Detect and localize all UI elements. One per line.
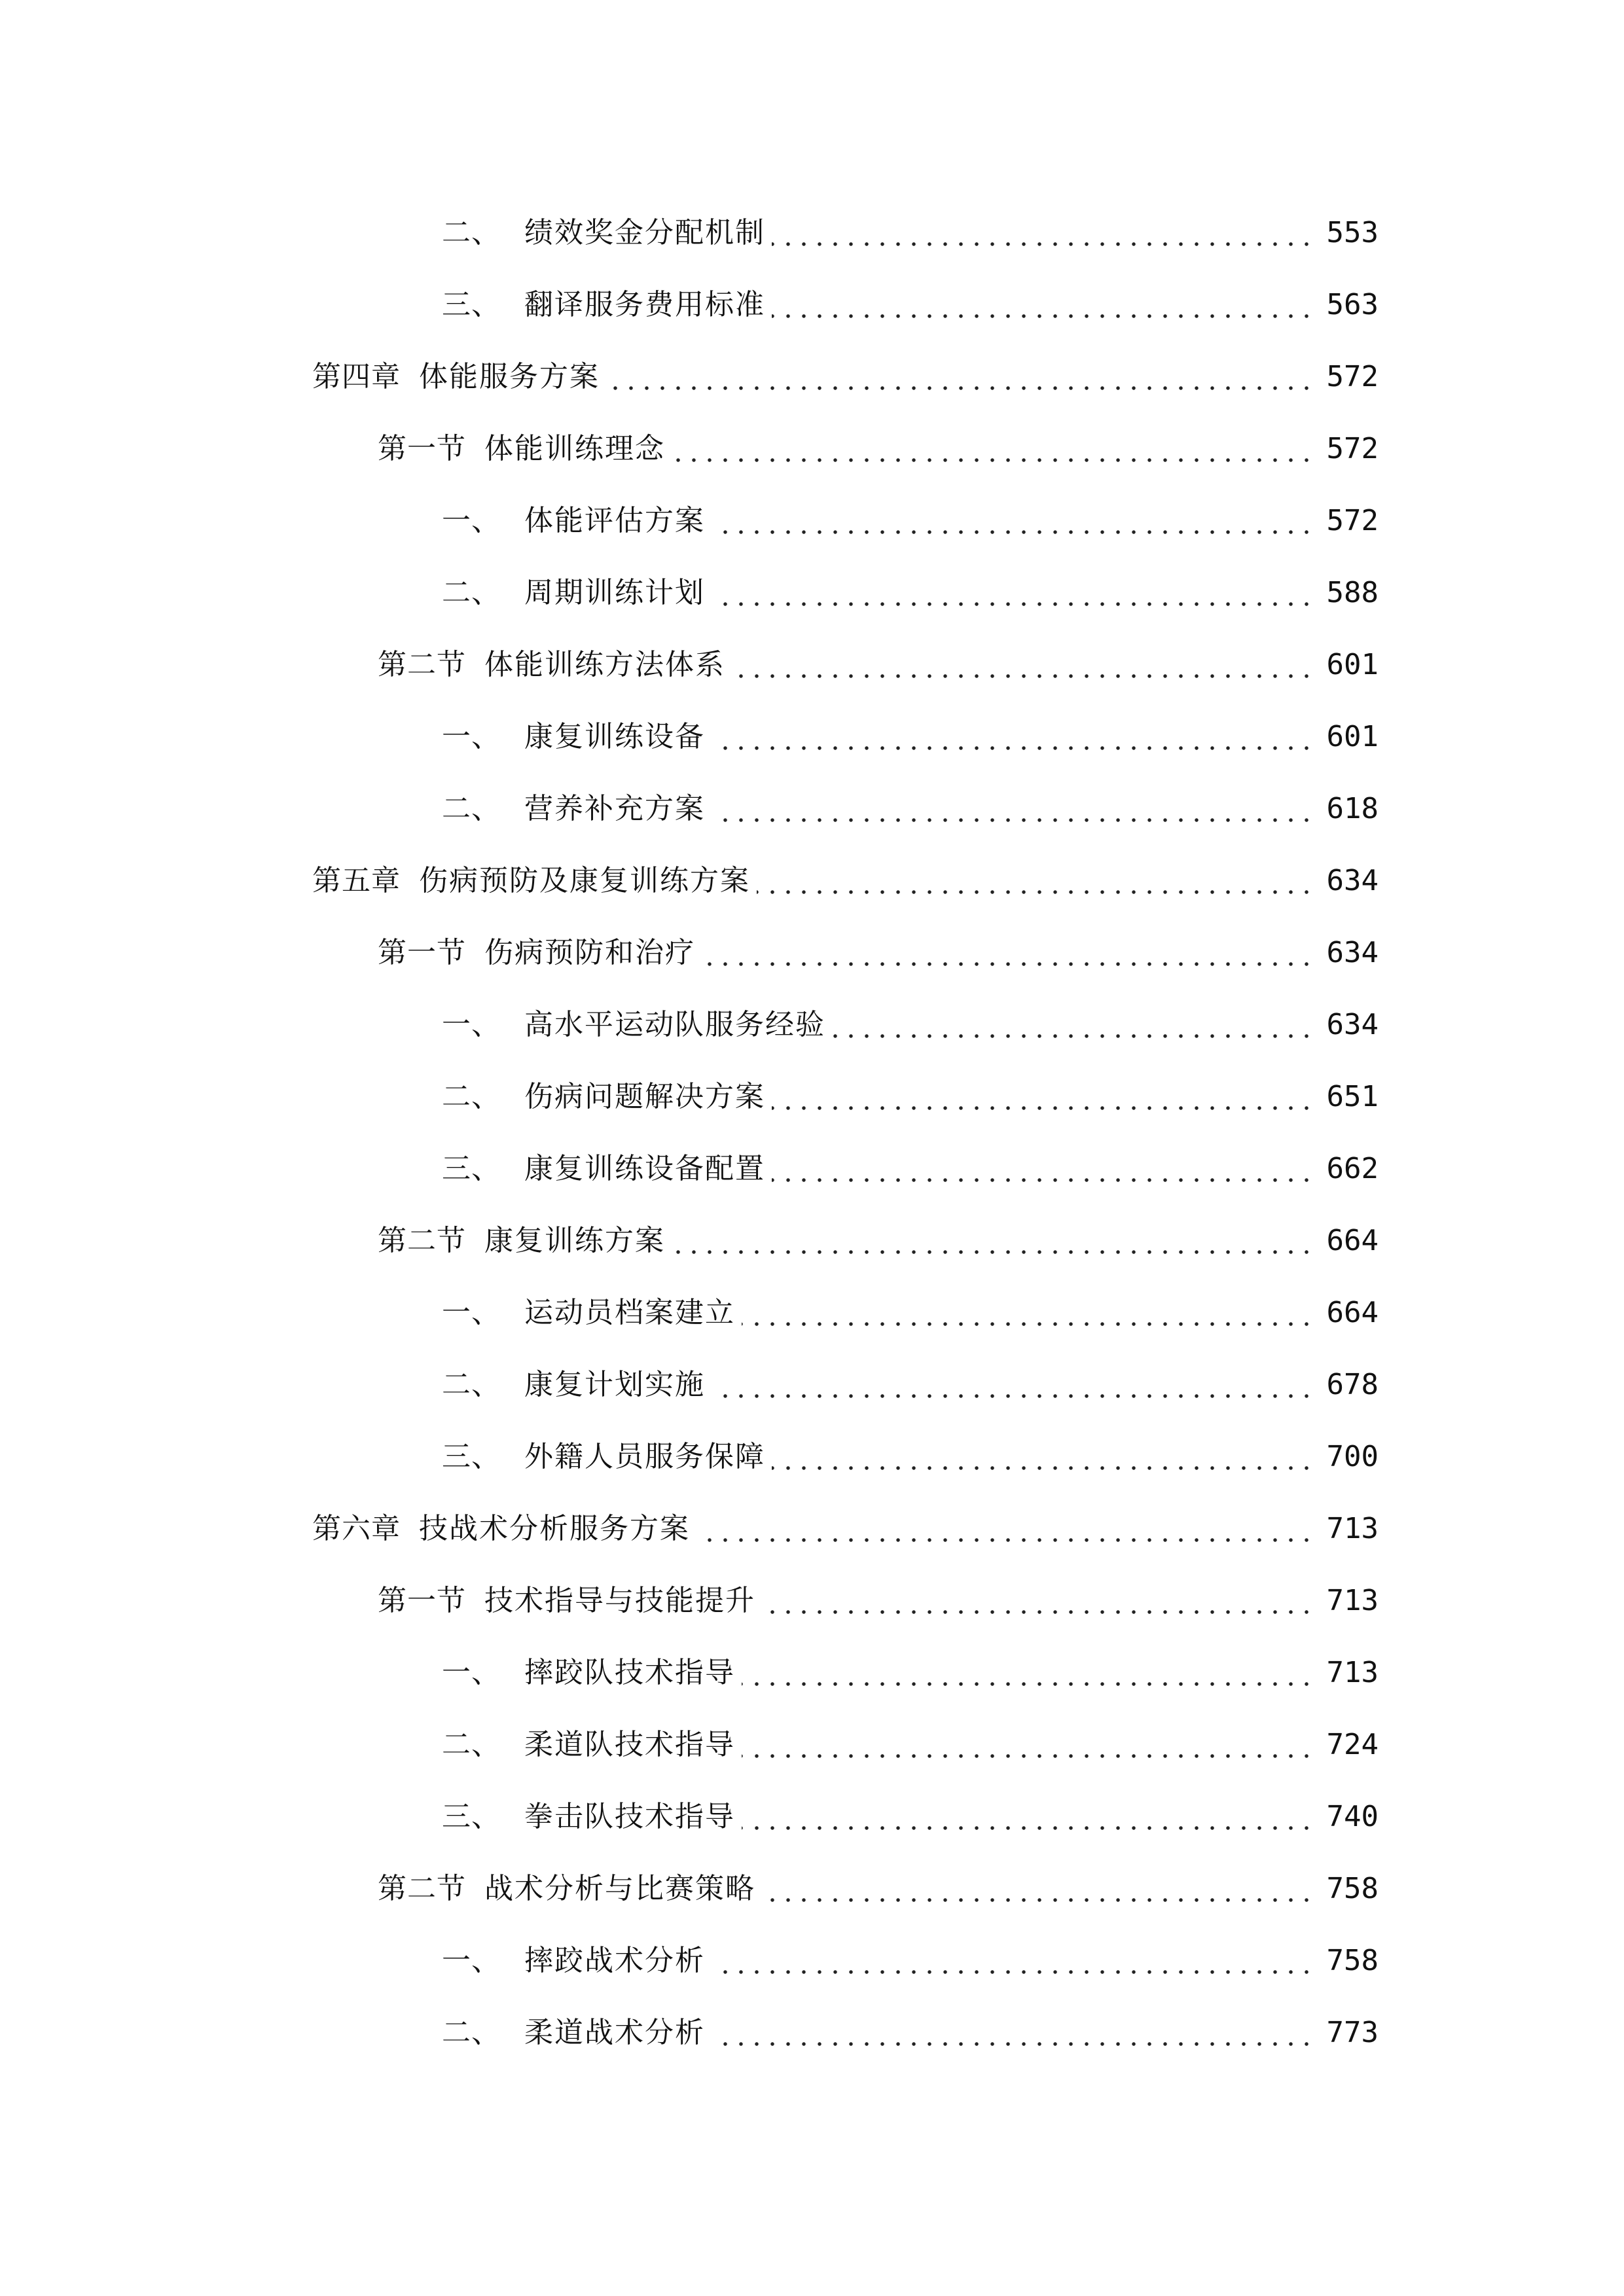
toc-entry[interactable] [442,202,1379,254]
toc-entry-number: 一、 [442,1656,501,1689]
toc-entry-page-number: 740 [1326,1800,1379,1833]
toc-entry-title: 战术分析与比赛策略 [484,1872,755,1905]
toc-entry-title: 高水平运动队服务经验 [524,1008,825,1041]
toc-entry-number: 二、 [442,1368,501,1401]
toc-entry[interactable] [442,1138,1379,1190]
toc-entry-page-number: 773 [1326,2016,1379,2049]
dot-leader [606,385,1314,391]
dot-leader [772,241,1314,247]
dot-leader [712,1393,1314,1399]
toc-entry-page-number: 634 [1326,936,1379,969]
toc-entry-page-number: 662 [1326,1152,1379,1185]
toc-entry-title: 外籍人员服务保障 [524,1440,765,1473]
toc-chapter-entry[interactable] [312,1498,1379,1550]
toc-section-entry[interactable] [378,1857,1379,1910]
toc-entry-page-number: 553 [1326,216,1379,249]
dot-leader [712,1969,1314,1975]
toc-entry[interactable] [442,994,1379,1046]
toc-entry-number: 三、 [442,1440,501,1473]
toc-entry-title: 康复计划实施 [524,1368,705,1401]
toc-entry[interactable] [442,562,1379,614]
toc-section-label: 第一节 [378,432,466,465]
toc-entry-number: 三、 [442,1152,501,1185]
toc-section-entry[interactable] [378,1210,1379,1262]
toc-entry-title: 摔跤队技术指导 [524,1656,735,1689]
dot-leader [712,817,1314,823]
dot-leader [712,2041,1314,2047]
dot-leader [712,529,1314,535]
toc-entry-title: 绩效奖金分配机制 [524,216,765,249]
toc-entry[interactable] [442,1713,1379,1766]
toc-entry-title: 伤病预防和治疗 [484,936,695,969]
dot-leader [732,673,1314,679]
dot-leader [696,1537,1314,1543]
dot-leader [762,1897,1314,1903]
toc-entry[interactable] [442,1785,1379,1838]
toc-entry-page-number: 618 [1326,792,1379,825]
dot-leader [702,961,1314,967]
toc-entry-title: 柔道战术分析 [524,2016,705,2049]
toc-entry-title: 康复训练设备配置 [524,1152,765,1185]
toc-entry-page-number: 634 [1326,864,1379,897]
toc-entry-number: 一、 [442,720,501,753]
toc-entry-number: 二、 [442,2016,501,2049]
toc-entry-page-number: 700 [1326,1440,1379,1473]
toc-entry-page-number: 572 [1326,504,1379,537]
dot-leader [832,1033,1314,1039]
toc-entry-page-number: 664 [1326,1224,1379,1257]
toc-entry[interactable] [442,778,1379,830]
toc-entry-title: 康复训练设备 [524,720,705,753]
toc-chapter-label: 第四章 [312,360,401,393]
toc-entry-title: 技术指导与技能提升 [484,1584,755,1617]
toc-entry-title: 体能服务方案 [419,360,600,393]
toc-entry-number: 二、 [442,216,501,249]
dot-leader [672,457,1314,463]
dot-leader [742,1753,1314,1759]
toc-entry[interactable] [442,1426,1379,1478]
toc-section-label: 第一节 [378,1584,466,1617]
toc-entry[interactable] [442,1354,1379,1406]
toc-entry-number: 三、 [442,1800,501,1833]
toc-section-entry[interactable] [378,418,1379,470]
toc-entry-page-number: 713 [1326,1656,1379,1689]
toc-entry[interactable] [442,274,1379,326]
dot-leader [762,1609,1314,1615]
toc-entry[interactable] [442,490,1379,542]
dot-leader [712,745,1314,751]
toc-entry-page-number: 572 [1326,360,1379,393]
toc-section-label: 第一节 [378,936,466,969]
toc-entry-title: 营养补充方案 [524,792,705,825]
toc-entry-page-number: 758 [1326,1944,1379,1977]
toc-entry-title: 技战术分析服务方案 [419,1512,690,1545]
toc-chapter-entry[interactable] [312,346,1379,398]
toc-entry-page-number: 758 [1326,1872,1379,1905]
toc-chapter-label: 第六章 [312,1512,401,1545]
toc-entry-page-number: 563 [1326,288,1379,321]
toc-chapter-entry[interactable] [312,850,1379,902]
toc-entry[interactable] [442,1066,1379,1118]
toc-entry[interactable] [442,706,1379,758]
toc-entry-page-number: 572 [1326,432,1379,465]
toc-entry-title: 伤病预防及康复训练方案 [419,864,750,897]
toc-section-label: 第二节 [378,1872,466,1905]
dot-leader [742,1681,1314,1687]
toc-entry-title: 拳击队技术指导 [524,1800,735,1833]
toc-section-label: 第二节 [378,1224,466,1257]
dot-leader [772,1105,1314,1111]
toc-entry-title: 伤病问题解决方案 [524,1080,765,1113]
toc-entry-page-number: 678 [1326,1368,1379,1401]
toc-entry-title: 柔道队技术指导 [524,1728,735,1761]
toc-entry-title: 运动员档案建立 [524,1296,735,1329]
dot-leader [742,1825,1314,1831]
toc-entry-title: 周期训练计划 [524,576,705,609]
toc-entry-number: 三、 [442,288,501,321]
toc-entry[interactable] [442,2001,1379,2054]
toc-entry-number: 二、 [442,576,501,609]
dot-leader [742,1321,1314,1327]
toc-entry[interactable] [442,1282,1379,1334]
toc-entry-title: 康复训练方案 [484,1224,665,1257]
toc-entry-page-number: 634 [1326,1008,1379,1041]
toc-entry-page-number: 651 [1326,1080,1379,1113]
toc-entry-page-number: 713 [1326,1512,1379,1545]
toc-entry[interactable] [442,1929,1379,1982]
toc-section-label: 第二节 [378,648,466,681]
toc-entry-title: 体能评估方案 [524,504,705,537]
toc-entry-title: 翻译服务费用标准 [524,288,765,321]
toc-entry-page-number: 601 [1326,720,1379,753]
toc-entry-number: 二、 [442,792,501,825]
toc-entry-title: 体能训练理念 [484,432,665,465]
toc-section-entry[interactable] [378,1570,1379,1622]
toc-entry[interactable] [442,1641,1379,1694]
toc-entry-page-number: 601 [1326,648,1379,681]
dot-leader [772,313,1314,319]
toc-entry-number: 一、 [442,1296,501,1329]
dot-leader [712,601,1314,607]
toc-entry-number: 二、 [442,1728,501,1761]
toc-entry-title: 体能训练方法体系 [484,648,725,681]
dot-leader [772,1465,1314,1471]
toc-section-entry[interactable] [378,634,1379,686]
dot-leader [757,889,1314,895]
toc-entry-number: 一、 [442,504,501,537]
toc-chapter-label: 第五章 [312,864,401,897]
toc-entry-title: 摔跤战术分析 [524,1944,705,1977]
toc-entry-number: 二、 [442,1080,501,1113]
toc-entry-page-number: 588 [1326,576,1379,609]
toc-section-entry[interactable] [378,922,1379,974]
dot-leader [772,1177,1314,1183]
toc-entry-number: 一、 [442,1008,501,1041]
toc-entry-page-number: 664 [1326,1296,1379,1329]
dot-leader [672,1249,1314,1255]
toc-entry-page-number: 724 [1326,1728,1379,1761]
toc-entry-page-number: 713 [1326,1584,1379,1617]
toc-entry-number: 一、 [442,1944,501,1977]
